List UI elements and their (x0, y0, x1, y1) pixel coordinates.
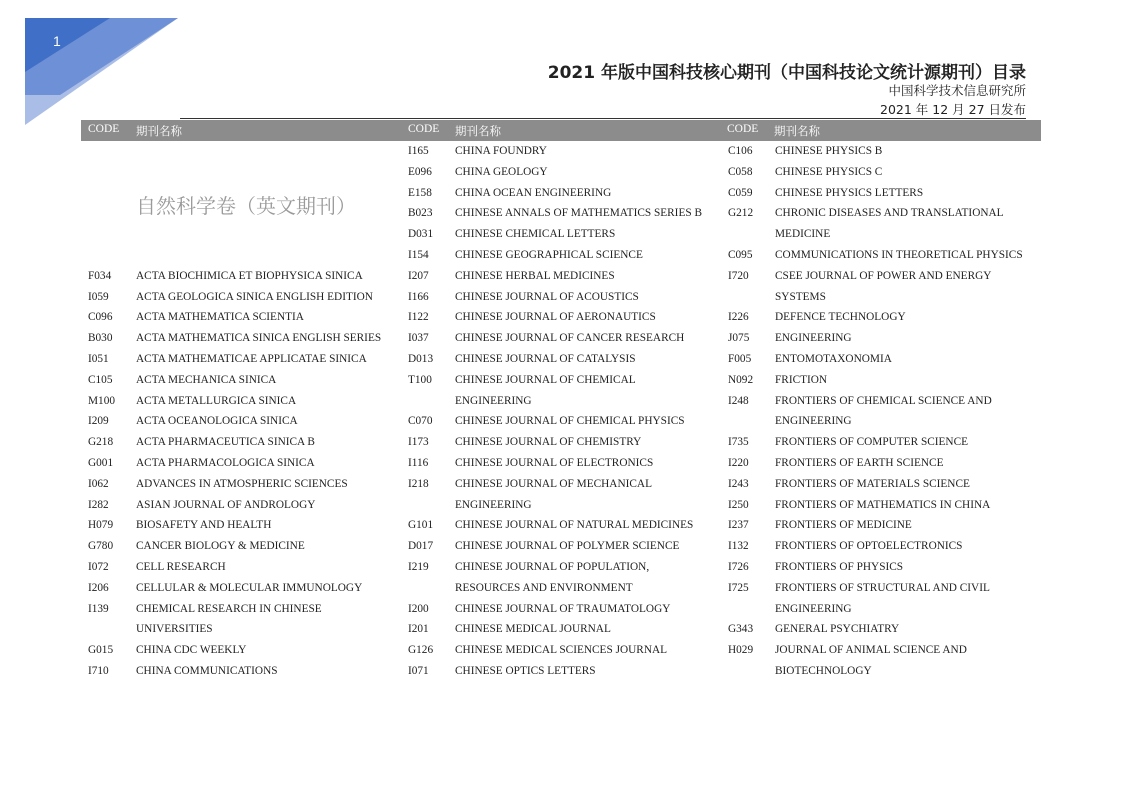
journal-code: C105 (88, 373, 113, 386)
journal-name: CHINESE PHYSICS LETTERS (775, 186, 924, 199)
journal-name: CHINESE HERBAL MEDICINES (455, 269, 615, 282)
journal-code: I201 (408, 623, 429, 636)
journal-name: MEDICINE (775, 228, 831, 241)
journal-code: G218 (88, 436, 114, 449)
publish-date: 2021 年 12 月 27 日发布 (880, 102, 1026, 117)
journal-code: F005 (728, 352, 752, 365)
journal-name: ENGINEERING (775, 415, 852, 428)
journal-name: CHINESE JOURNAL OF CHEMICAL (455, 373, 636, 386)
journal-code: I206 (88, 581, 109, 594)
journal-name: JOURNAL OF ANIMAL SCIENCE AND (775, 644, 967, 657)
section-title: 自然科学卷（英文期刊） (136, 194, 356, 218)
journal-name: CHINESE JOURNAL OF CHEMICAL PHYSICS (455, 415, 685, 428)
journal-name: ACTA MATHEMATICA SCIENTIA (136, 311, 304, 324)
journal-name: SYSTEMS (775, 290, 826, 303)
journal-name: CELLULAR & MOLECULAR IMMUNOLOGY (136, 581, 363, 594)
journal-code: I710 (88, 664, 109, 677)
organization: 中国科学技术信息研究所 (888, 83, 1026, 98)
journal-code: I071 (408, 664, 429, 677)
journal-name: FRONTIERS OF MATERIALS SCIENCE (775, 477, 970, 490)
journal-name: CHINESE GEOGRAPHICAL SCIENCE (455, 248, 643, 261)
journal-name: CHINESE JOURNAL OF POLYMER SCIENCE (455, 540, 680, 553)
journal-code: I209 (88, 415, 109, 428)
journal-code: I207 (408, 269, 429, 282)
journal-code: E158 (408, 186, 432, 199)
journal-code: C096 (88, 311, 113, 324)
journal-code: I226 (728, 311, 749, 324)
journal-code: C070 (408, 415, 433, 428)
journal-code: I735 (728, 436, 749, 449)
journal-name: COMMUNICATIONS IN THEORETICAL PHYSICS (775, 248, 1023, 261)
journal-code: C059 (728, 186, 753, 199)
journal-code: M100 (88, 394, 115, 407)
journal-name: CHINESE PHYSICS B (775, 145, 883, 157)
journal-code: I116 (408, 456, 429, 469)
corner-decoration (0, 0, 200, 130)
journal-name: CHINESE JOURNAL OF CHEMISTRY (455, 436, 642, 449)
journal-name: CHINESE JOURNAL OF ELECTRONICS (455, 456, 654, 469)
journal-name: CHINA GEOLOGY (455, 165, 548, 178)
journal-code: D013 (408, 352, 434, 365)
journal-code: I218 (408, 477, 429, 490)
journal-name: DEFENCE TECHNOLOGY (775, 311, 906, 324)
journal-code: I154 (408, 248, 429, 261)
journal-code: I122 (408, 311, 429, 324)
journal-name: CHINESE JOURNAL OF TRAUMATOLOGY (455, 602, 671, 615)
journal-name: CHINESE JOURNAL OF CANCER RESEARCH (455, 332, 685, 345)
journal-code: C058 (728, 165, 753, 178)
journal-code: G101 (408, 519, 434, 532)
journal-name: ACTA MATHEMATICA SINICA ENGLISH SERIES (136, 332, 382, 345)
journal-name: FRONTIERS OF EARTH SCIENCE (775, 456, 944, 469)
journal-name: FRONTIERS OF STRUCTURAL AND CIVIL (775, 581, 990, 594)
journal-code: I132 (728, 540, 749, 553)
page-number: 1 (53, 33, 61, 49)
journal-code: D017 (408, 540, 434, 553)
journal-code: H029 (728, 644, 754, 657)
journal-code: I037 (408, 332, 429, 345)
journal-name: ACTA MATHEMATICAE APPLICATAE SINICA (136, 352, 367, 365)
journal-name: ACTA OCEANOLOGICA SINICA (136, 415, 298, 428)
header-rule (180, 118, 1026, 119)
journal-name: CHINESE MEDICAL SCIENCES JOURNAL (455, 644, 668, 657)
header-code-3: CODE (727, 123, 759, 135)
page-title: 2021 年版中国科技核心期刊（中国科技论文统计源期刊）目录 (547, 63, 1026, 83)
journal-code: I720 (728, 269, 749, 282)
header-code-2: CODE (408, 123, 440, 135)
journal-code: I282 (88, 498, 109, 511)
journal-code: I062 (88, 477, 109, 490)
journal-name: ACTA PHARMACOLOGICA SINICA (136, 456, 315, 469)
journal-code: I219 (408, 560, 429, 573)
journal-name: CANCER BIOLOGY & MEDICINE (136, 540, 305, 553)
journal-name: CHINA CDC WEEKLY (136, 644, 247, 657)
journal-code: C106 (728, 145, 753, 157)
journal-name: ACTA MECHANICA SINICA (136, 373, 277, 386)
journal-name: ENTOMOTAXONOMIA (775, 352, 892, 365)
journal-code: I200 (408, 602, 429, 615)
journal-name: CHRONIC DISEASES AND TRANSLATIONAL (775, 207, 1004, 220)
journal-code: J075 (728, 332, 750, 345)
journal-name: ACTA BIOCHIMICA ET BIOPHYSICA SINICA (136, 269, 363, 282)
journal-code: G001 (88, 456, 114, 469)
journal-name: CHINESE CHEMICAL LETTERS (455, 228, 616, 241)
journal-name: CHINA OCEAN ENGINEERING (455, 186, 612, 199)
journal-name: FRONTIERS OF MEDICINE (775, 519, 912, 532)
journal-code: G015 (88, 644, 114, 657)
journal-name: CHINESE JOURNAL OF NATURAL MEDICINES (455, 519, 694, 532)
journal-code: G126 (408, 644, 434, 657)
journal-name: ACTA GEOLOGICA SINICA ENGLISH EDITION (136, 290, 373, 303)
journal-code: D031 (408, 228, 434, 241)
header-code-1: CODE (88, 123, 120, 135)
journal-name: ENGINEERING (775, 602, 852, 615)
journal-code: H079 (88, 519, 114, 532)
journal-name: ADVANCES IN ATMOSPHERIC SCIENCES (136, 477, 348, 490)
header-name-2: 期刊名称 (455, 124, 501, 138)
journal-code: G780 (88, 540, 114, 553)
journal-name: CHINESE JOURNAL OF ACOUSTICS (455, 290, 639, 303)
journal-code: I248 (728, 394, 749, 407)
header-name-1: 期刊名称 (136, 124, 182, 138)
journal-code: I173 (408, 436, 429, 449)
journal-name: CHINA COMMUNICATIONS (136, 664, 278, 677)
journal-code: I725 (728, 581, 749, 594)
journal-code: G212 (728, 207, 754, 220)
journal-name: CHINESE JOURNAL OF MECHANICAL (455, 477, 652, 490)
journal-name: FRONTIERS OF PHYSICS (775, 560, 904, 573)
journal-code: C095 (728, 248, 753, 261)
journal-name: ACTA METALLURGICA SINICA (136, 394, 297, 407)
journal-name: CHINESE OPTICS LETTERS (455, 664, 596, 677)
journal-name: FRONTIERS OF MATHEMATICS IN CHINA (775, 498, 991, 511)
journal-code: I243 (728, 477, 749, 490)
journal-name: CHINESE PHYSICS C (775, 165, 883, 178)
journal-code: I726 (728, 560, 749, 573)
journal-code: I237 (728, 519, 749, 532)
journal-name: CHINESE JOURNAL OF CATALYSIS (455, 352, 636, 365)
journal-code: I165 (408, 145, 429, 157)
journal-name: ENGINEERING (455, 394, 532, 407)
journal-name: CELL RESEARCH (136, 560, 226, 573)
journal-code: N092 (728, 373, 754, 386)
journal-code: I059 (88, 290, 109, 303)
table-header (81, 120, 1041, 141)
journal-code: I072 (88, 560, 109, 573)
journal-code: B023 (408, 207, 433, 220)
journal-name: ENGINEERING (775, 332, 852, 345)
journal-name: ASIAN JOURNAL OF ANDROLOGY (136, 498, 316, 511)
journal-name: CHINA FOUNDRY (455, 145, 547, 157)
journal-name: BIOSAFETY AND HEALTH (136, 519, 272, 532)
journal-name: ENGINEERING (455, 498, 532, 511)
journal-code: I250 (728, 498, 749, 511)
journal-name: RESOURCES AND ENVIRONMENT (455, 581, 633, 594)
journal-code: T100 (408, 373, 432, 386)
journal-name: GENERAL PSYCHIATRY (775, 623, 900, 636)
journal-code: I166 (408, 290, 429, 303)
journal-name: FRONTIERS OF COMPUTER SCIENCE (775, 436, 969, 449)
journal-name: BIOTECHNOLOGY (775, 664, 872, 677)
journal-code: B030 (88, 332, 113, 345)
journal-name: CHINESE MEDICAL JOURNAL (455, 623, 611, 636)
journal-name: FRONTIERS OF CHEMICAL SCIENCE AND (775, 394, 992, 407)
journal-name: CHINESE ANNALS OF MATHEMATICS SERIES B (455, 207, 702, 220)
journal-name: FRONTIERS OF OPTOELECTRONICS (775, 540, 963, 553)
journal-code: F034 (88, 269, 112, 282)
journal-name: CHEMICAL RESEARCH IN CHINESE (136, 602, 322, 615)
journal-code: I220 (728, 456, 749, 469)
journal-name: CHINESE JOURNAL OF AERONAUTICS (455, 311, 656, 324)
journal-name: CSEE JOURNAL OF POWER AND ENERGY (775, 269, 992, 282)
journal-name: UNIVERSITIES (136, 623, 213, 636)
journal-name: ACTA PHARMACEUTICA SINICA B (136, 436, 315, 449)
journal-code: I051 (88, 352, 109, 365)
journal-code: G343 (728, 623, 754, 636)
journal-name: CHINESE JOURNAL OF POPULATION, (455, 560, 650, 573)
header-name-3: 期刊名称 (774, 124, 820, 138)
journal-code: I139 (88, 602, 109, 615)
journal-code: E096 (408, 165, 432, 178)
journal-name: FRICTION (775, 373, 828, 386)
